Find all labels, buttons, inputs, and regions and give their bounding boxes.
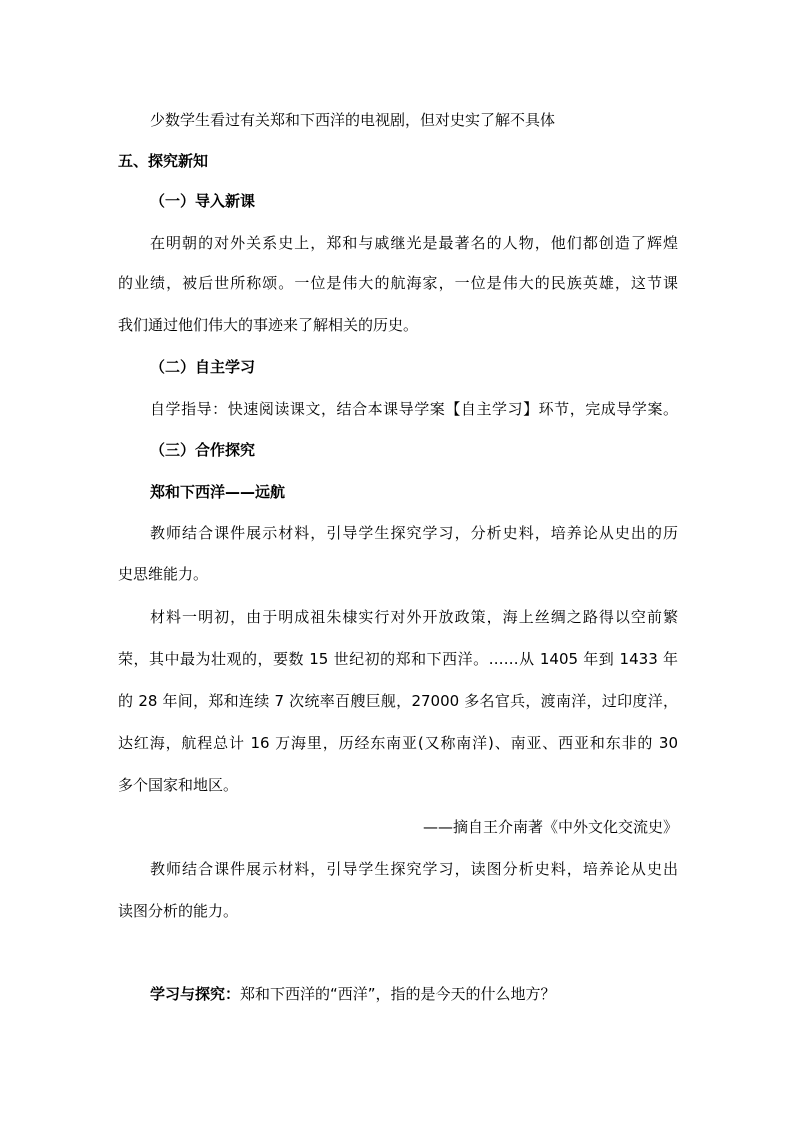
paragraph-line: 自学指导：快速阅读课文，结合本课导学案【自主学习】环节，完成导学案。 [150,400,678,418]
section-heading: 五、探究新知 [118,152,209,170]
question-text: 郑和下西洋的“西洋”，指的是今天的什么地方？ [240,985,556,1003]
material-line: 达红海，航程总计 16 万海里，历经东南亚(又称南洋)、南亚、西亚和东非的 30 [118,734,678,752]
topic-title: 郑和下西洋——远航 [150,483,286,501]
paragraph-line: 的业绩，被后世所称颂。一位是伟大的航海家，一位是伟大的民族英雄，这节课 [118,274,678,292]
material-line: 的 28 年间，郑和连续 7 次统率百艘巨舰，27000 多名官兵，渡南洋，过印度洋， [118,692,678,710]
paragraph-line: 教师结合课件展示材料，引导学生探究学习，读图分析史料，培养论从史出 [150,860,678,878]
question-label: 学习与探究： [150,985,241,1003]
paragraph-line: 在明朝的对外关系史上，郑和与戚继光是最著名的人物，他们都创造了辉煌 [150,234,678,252]
paragraph-line: 教师结合课件展示材料，引导学生探究学习，分析史料，培养论从史出的历 [150,524,678,542]
material-line: 材料一明初，由于明成祖朱棣实行对外开放政策，海上丝绸之路得以空前繁 [150,608,678,626]
paragraph-line: 读图分析的能力。 [118,902,239,920]
paragraph-line: 我们通过他们伟大的事迹来了解相关的历史。 [118,316,419,334]
subheading-cooperative: （三）合作探究 [150,441,256,459]
material-line: 多个国家和地区。 [118,776,239,794]
material-source: ——摘自王介南著《中外文化交流史》 [422,818,678,836]
paragraph-line: 史思维能力。 [118,565,209,583]
material-line: 荣，其中最为壮观的，要数 15 世纪初的郑和下西洋。……从 1405 年到 1433 年 [118,650,678,668]
question-line [150,984,678,1004]
paragraph-line: 少数学生看过有关郑和下西洋的电视剧，但对史实了解不具体 [150,111,556,129]
subheading-self-study: （二）自主学习 [150,358,256,376]
subheading-intro: （一）导入新课 [150,192,256,210]
